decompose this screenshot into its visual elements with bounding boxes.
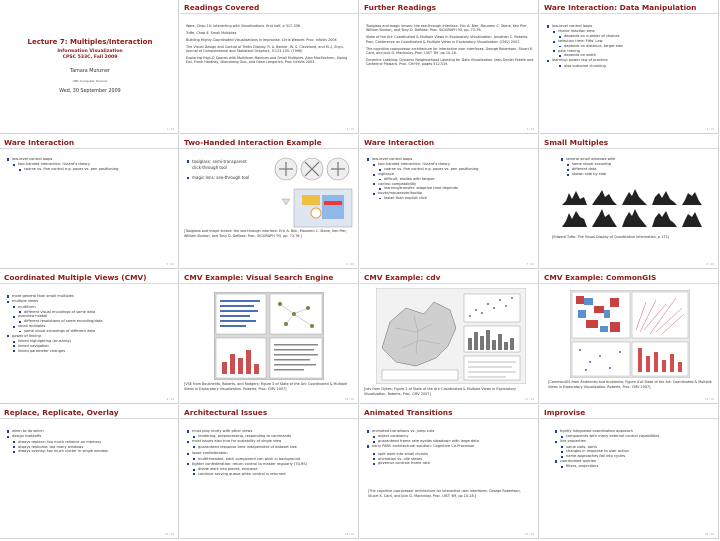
bullet: faster than explicit click: [366, 196, 534, 201]
bullet: selection time: Fitts' Law: [546, 39, 714, 44]
bullet: shown side by side: [560, 172, 714, 177]
page-number: 1 / 16: [166, 128, 174, 131]
bullet: always replicate: too many windows: [6, 445, 174, 450]
bullet: two-handed interaction: Guiard's theory: [366, 162, 534, 167]
bullet: low-level control loops: [546, 24, 714, 29]
course-name: Information Visualization: [57, 49, 123, 54]
bullet: same visual encoding: [560, 162, 714, 167]
bullet: also outcome chunking: [546, 64, 714, 69]
bullet: most issues also true for scalability of single view: [186, 439, 354, 444]
divider: [540, 418, 718, 419]
bullet: different resolutions of same encoding/data: [6, 319, 174, 324]
slide-heading: Small Multiples: [544, 138, 609, 147]
divider: [180, 418, 358, 419]
bullet-list: [546, 24, 714, 68]
slide-ware-interaction-2: [360, 135, 539, 269]
bullet: tighter confederation: return control to master regularly (TIJ-RS): [186, 462, 354, 467]
bullet: continue serving queue when control is returned: [186, 472, 354, 477]
divider: [360, 418, 538, 419]
bullet: learning/transfer: adaptive time depends: [366, 186, 534, 191]
reading-item: Excentric Labeling: Dynamic Neighborhood Labeling for Data Visualization. Jean-Daniel Fekete and Catherine Plaisant. Proc. CHI'99, pages 512-519.: [366, 57, 534, 67]
slide-small-multiples: [540, 135, 719, 269]
slide-heading: Architectural Issues: [184, 408, 268, 417]
vse-screenshot: [214, 292, 324, 380]
bullet: multithreaded, each component can work in background: [186, 457, 354, 462]
reading-item: Toolglass and magic lenses: the see-through interface. Eric A. Bier, Maureen C. Stone, Ken Pier, William Buxton, and Tony D. DeRose. Proc. SIGGRAPH 93, pp. 73-76.: [366, 24, 528, 33]
slide-animated-transitions: [360, 405, 539, 539]
bullet-list: [6, 429, 174, 454]
slide-heading: Further Readings: [364, 3, 437, 12]
slide-heading: Ware Interaction: [364, 138, 435, 147]
page-number: 15 / 16: [524, 533, 534, 536]
bullet-list: [560, 157, 714, 177]
bullet: object constancy: [366, 434, 534, 439]
bullet: several small windows with: [560, 157, 714, 162]
slide-architectural-issues: [180, 405, 359, 539]
lecture-date: Wed, 30 September 2009: [59, 89, 121, 94]
bullet: live properties: [554, 439, 714, 444]
page-number: 2 / 16: [346, 128, 354, 131]
slide-replace-replicate: [0, 405, 179, 539]
page-number: 8 / 16: [706, 263, 714, 266]
title-block: [8, 38, 172, 94]
divider: [0, 283, 178, 284]
reading-item: The Visual Design and Control of Trellis Display. R. A. Becker, W. S. Cleveland, and M.-J. Shyu. Journal of Computational and Statistical Graphics, 5:123-155. (1996): [186, 44, 344, 54]
bullet: tightly integrated coordination approach: [554, 429, 714, 434]
bullet: guaranteed frame rate avoids slowdown with large data: [366, 439, 534, 444]
lecture-title: Lecture 7: Multiples/Interaction: [27, 38, 153, 46]
slide-heading: Animated Transitions: [364, 408, 453, 417]
page-number: 5 / 16: [166, 263, 174, 266]
reading-list: [366, 24, 534, 69]
page-number: 6 / 16: [346, 263, 354, 266]
slide-heading: Ware Interaction: [4, 138, 75, 147]
bullet: changes in response to user action: [554, 449, 714, 454]
slide-cmv-cdv: [360, 270, 539, 404]
slide-ware-data-manipulation: [540, 0, 719, 134]
bullet: coarse vs. fine control e.g. paper vs. pen positioning: [366, 167, 534, 172]
small-multiples-figure: [562, 187, 702, 229]
page-number: 16 / 16: [704, 533, 714, 536]
bullet: vigilance: [366, 172, 534, 177]
page-number: 4 / 16: [706, 128, 714, 131]
page-number: 9 / 16: [166, 398, 174, 401]
slide-cmv-search-engine: [180, 270, 359, 404]
bullet: choice reaction time: [546, 29, 714, 34]
divider: [180, 13, 358, 14]
bullet: difficult, erodes with fatigue: [366, 177, 534, 182]
reading-item: The cognitive coprocessor architecture for interactive user interfaces. George Robertson, Stuart K. Card, and Jock D. Mackinlay. Proc. UIST '89, pp 10-18.: [366, 46, 534, 56]
slide-heading: CMV Example: cdv: [364, 273, 441, 282]
slide-heading: CMV Example: Visual Search Engine: [184, 273, 334, 282]
slide-further-readings: [360, 0, 539, 134]
reading-item: Tufte, Chap 4: Small Multiples: [186, 30, 237, 35]
divider: [540, 148, 718, 149]
slide-two-handed: [180, 135, 359, 269]
bullet: control compatability: [366, 182, 534, 187]
bullet-list: [6, 157, 174, 172]
bullet: guaranteed response time independent of dataset size: [186, 445, 354, 450]
bullet: low-level control loops: [6, 157, 174, 162]
bullet: loose confederation: [186, 451, 354, 456]
slide-readings: [180, 0, 359, 134]
slide-cmv: [0, 270, 179, 404]
divider: [360, 13, 538, 14]
bullet: multiple views: [6, 299, 174, 304]
reading-item: Building Highly-Coordinated Visualizations In Improvise. Chris Weaver. Proc. InfoVis 2004: [186, 37, 337, 42]
bullet: same visual encodings of different data: [6, 329, 174, 334]
toolglass-figure: [272, 155, 356, 229]
bullet: different data: [560, 167, 714, 172]
slide-improvise: [540, 405, 719, 539]
bullet: small multiples: [6, 324, 174, 329]
slide-heading: Coordinated Multiple Views (CMV): [4, 273, 147, 282]
bullet: path tracing: [546, 49, 714, 54]
divider: [180, 283, 358, 284]
bullet: coordinated queries: [554, 459, 714, 464]
bullet: always overlay: too much clutter in single window: [6, 449, 174, 454]
bullet: early PARC architectural solution: Cognitive Co-Processor: [366, 444, 534, 449]
page-number: 13 / 16: [164, 533, 174, 536]
bullet: depends on width: [546, 53, 714, 58]
page-number: 12 / 16: [704, 398, 714, 401]
bullet-list: [554, 429, 714, 469]
bullet: components with many external control capabilities: [554, 434, 714, 439]
bullet: value slots, ports: [554, 445, 714, 450]
bullet: animated transitions vs. jump cuts: [366, 429, 534, 434]
bullet-list: [186, 429, 354, 477]
bullet-list: [366, 157, 534, 201]
slide-heading: Two-Handed Interaction Example: [184, 138, 322, 147]
bullet: toolglass: semi-transparent click-through tool: [186, 159, 256, 170]
commongis-screenshot: [570, 290, 690, 378]
cdv-screenshot: [376, 288, 526, 384]
divider: [540, 13, 718, 14]
bullet: power of linking: [6, 334, 174, 339]
bullet: when to do which: [6, 429, 174, 434]
figure-citation: [CommonGIS from Andrienko and Andrienko; Figure 4 of State of the Art: Coordinated & Multiple Views in Exploratory Visualization. Roberts, Proc. CMV 2007]: [548, 380, 712, 389]
page-number: 10 / 16: [344, 398, 354, 401]
bullet: linked highlighting (brushing): [6, 339, 174, 344]
slide-heading: Replace, Replicate, Overlay: [4, 408, 119, 417]
bullet: depends on distance, target size: [546, 44, 714, 49]
bullet: two-handed interaction: Guiard's theory: [6, 162, 174, 167]
slide-heading: Improvise: [544, 408, 586, 417]
bullet: depends on number of choices: [546, 34, 714, 39]
bullet: linked parameter changes: [6, 349, 174, 354]
slide-heading: Readings Covered: [184, 3, 260, 12]
bullet: always replace: too much reliance on memory: [6, 440, 174, 445]
bullet: animation vs. idle states: [366, 457, 534, 462]
figure-citation: [The cognitive coprocessor architecture for interactive user interfaces. George Robertson, Stuart K. Card, and Jock D. Mackinlay. Proc. UIST '89, pp 10-18.]: [368, 489, 521, 498]
divider: [360, 148, 538, 149]
bullet: rendering, preprocessing, responding to commands: [186, 434, 354, 439]
figure-citation: [cdv from Dykes; Figure 2 of State of the Art: Coordinated & Multiple Views in Exploratory Visualization. Roberts, Proc. CMV 2007]: [364, 387, 516, 396]
bullet-list: [366, 429, 534, 466]
reading-item: Ware, Chap 10: Interacting with Visualizations. first half, p 317-336: [186, 24, 300, 28]
bullet: filters, projections: [554, 464, 714, 469]
bullet: linked navigation: [6, 344, 174, 349]
bullet: more general than small multiples: [6, 294, 174, 299]
page-number: 7 / 16: [526, 263, 534, 266]
reading-item: State of the Art: Coordinated & Multiple Views in Exploratory Visualization. Jonathan C. Roberts. Proc. Conference on Coordinated & Multiple Views in Exploratory Visualization (CMV) 2007.: [366, 35, 529, 44]
divider: [0, 148, 178, 149]
bullet: split work into small chunks: [366, 452, 534, 457]
slide-title-page: [0, 0, 179, 134]
figure-citation: [Toolglass and magic lenses: the see-through interface. Eric A. Bier, Maureen C. Stone, Ken Pier, William Buxton, and Tony D. DeRose. Proc. SIGGRAPH '93, pp. 73-76.]: [184, 229, 347, 238]
bullet: overview+detail: [6, 314, 174, 319]
divider: [540, 283, 718, 284]
bullet-list: [186, 159, 256, 181]
bullet: governor controls frame rate: [366, 461, 534, 466]
reading-list: [186, 24, 354, 67]
bullet: must play nicely with other views: [186, 429, 354, 434]
figure-citation: [VSE from Boukhelifa, Roberts, and Rodgers; Figure 3 of State of the Art: Coordinated & Multiple Views in Exploratory Visualization. Roberts, Proc. CMV 2007]: [184, 382, 348, 391]
page-number: 14 / 16: [344, 533, 354, 536]
divider: [180, 148, 358, 149]
bullet: different visual encodings of same data: [6, 310, 174, 315]
bullet: name approaches fall into cycles: [554, 454, 714, 459]
bullet: design tradeoffs: [6, 434, 174, 439]
bullet: coarse vs. fine control e.g. paper vs. pen positioning: [6, 167, 174, 172]
bullet: magic lens: see-through tool: [186, 175, 256, 181]
department: UBC Computer Science: [72, 79, 108, 83]
bullet: hover/mouseover/tooltip: [366, 191, 534, 196]
bullet: multiform: [6, 305, 174, 310]
reading-item: Exploring High-D Spaces with Multiform Matrices and Small Multiples. Alan MacEachren, Xiping Dai, Frank Hardisty, Diansheng Guo, and Gene Lengerich. Proc InfoVis 2003.: [186, 56, 348, 65]
page-number: 3 / 16: [526, 128, 534, 131]
course-term: CPSC 533C, Fall 2009: [62, 55, 118, 60]
bullet-list: [6, 294, 174, 353]
page-number: 11 / 16: [524, 398, 534, 401]
bullet: learning: power law of practice: [546, 58, 714, 63]
divider: [360, 283, 538, 284]
slide-cmv-commongis: [540, 270, 719, 404]
slide-ware-interaction: [0, 135, 179, 269]
author: Tamara Munzner: [70, 69, 110, 74]
slide-heading: Ware Interaction: Data Manipulation: [544, 3, 697, 12]
slide-heading: CMV Example: CommonGIS: [544, 273, 657, 282]
figure-citation: [Edward Tufte. The Visual Display of Quantitative Information, p 172]: [552, 235, 669, 239]
bullet: divide work into pieces, enqueue: [186, 467, 354, 472]
bullet: low-level control loops: [366, 157, 534, 162]
divider: [0, 418, 178, 419]
